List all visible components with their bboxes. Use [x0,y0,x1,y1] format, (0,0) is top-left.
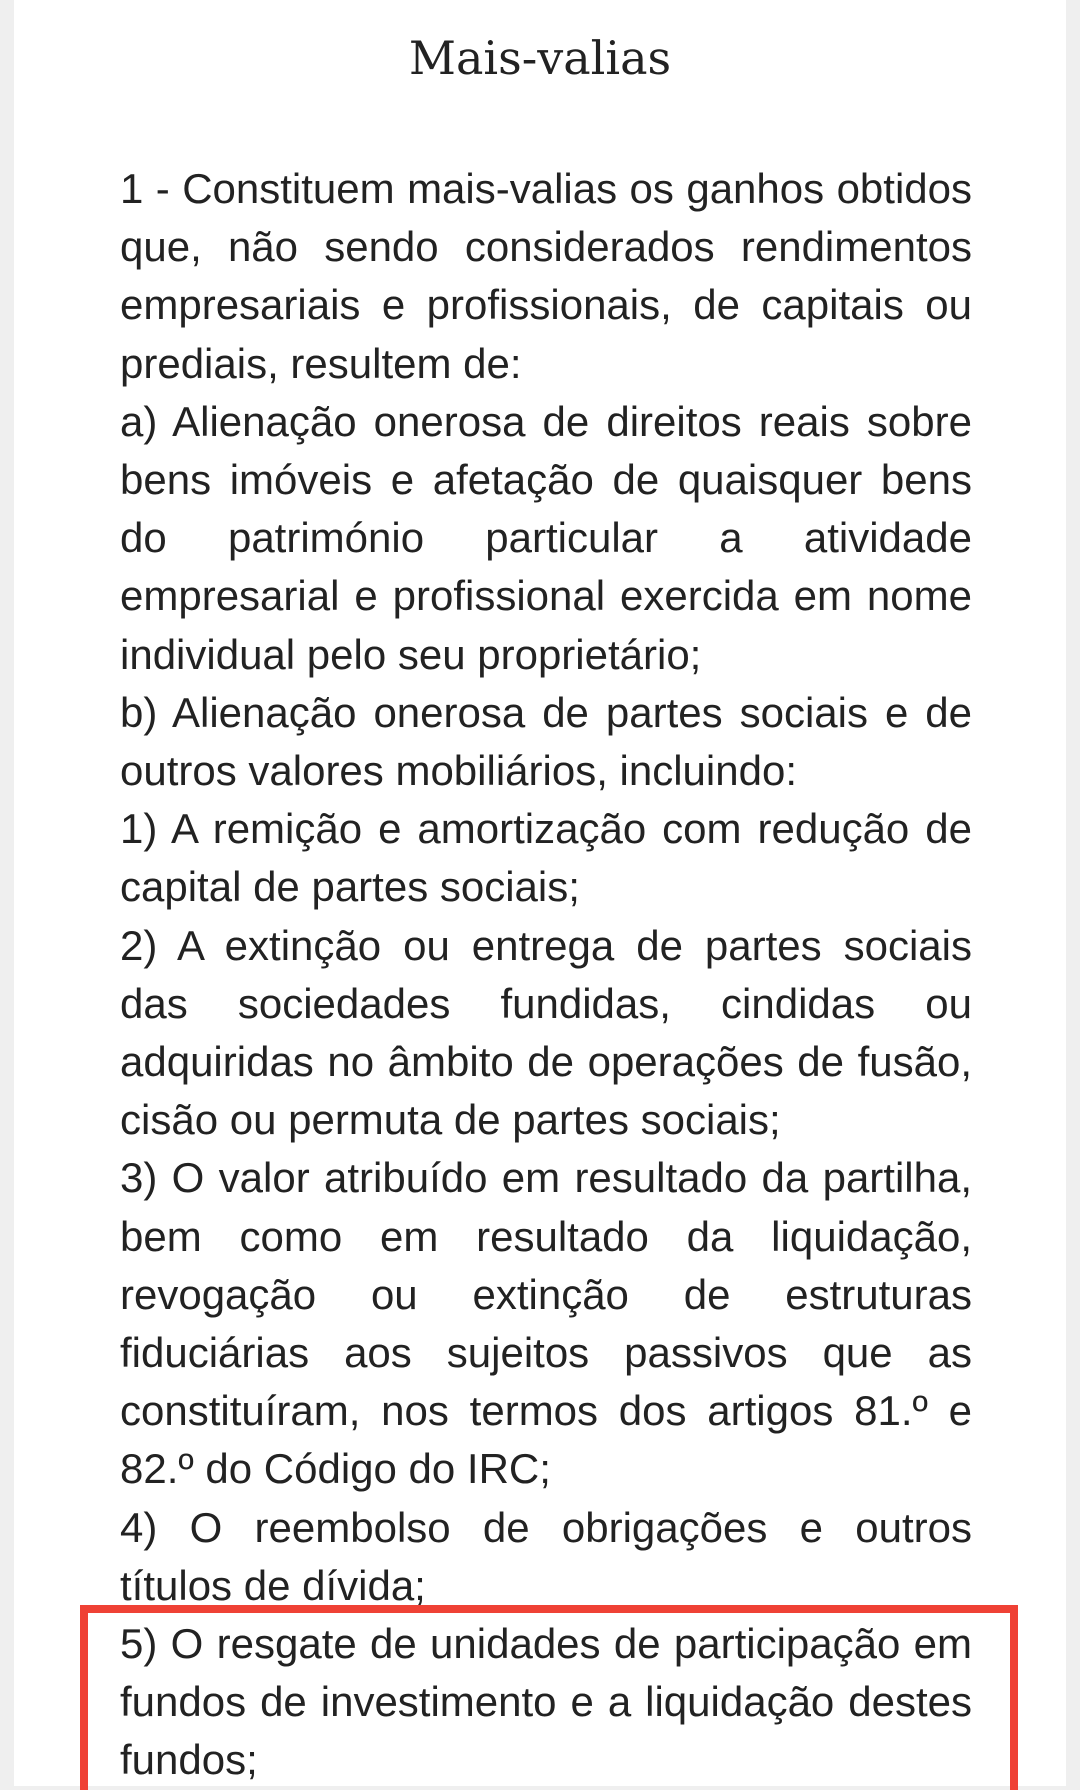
subparagraph-5: 5) O resgate de unidades de participação em fundos de investimento e a liquidação destes fundos; [120,1620,972,1784]
paragraph-a: a) Alienação onerosa de direitos reais sobre bens imóveis e afetação de quaisquer bens do património particular a atividade empresarial e profissional exercida em nome individual pelo seu proprietário; [120,397,972,678]
subparagraph-4: 4) O reembolso de obrigações e outros títulos de dívida; [120,1503,972,1609]
document-page [14,0,1066,1786]
article-text [120,160,972,1790]
subparagraph-1: 1) A remição e amortização com redução de capital de partes sociais; [120,805,972,911]
page-title: Mais-valias [408,31,672,85]
paragraph-1: 1 - Constituem mais-valias os ganhos obtidos que, não sendo considerados rendimentos empresariais e profissionais, de capitais ou prediais, resultem de: [120,165,972,387]
paragraph-b: b) Alienação onerosa de partes sociais e de outros valores mobiliários, incluindo: [120,688,972,795]
subparagraph-2: 2) A extinção ou entrega de partes sociais das sociedades fundidas, cindidas ou adquiridas no âmbito de operações de fusão, cisão ou permuta de partes sociais; [120,921,972,1144]
subparagraph-3: 3) O valor atribuído em resultado da partilha, bem como em resultado da liquidação, revogação ou extinção de estruturas fiduciárias aos sujeitos passivos que as constituíram, nos termos dos artigos 81.º e 82.º do Código do IRC; [120,1154,972,1493]
